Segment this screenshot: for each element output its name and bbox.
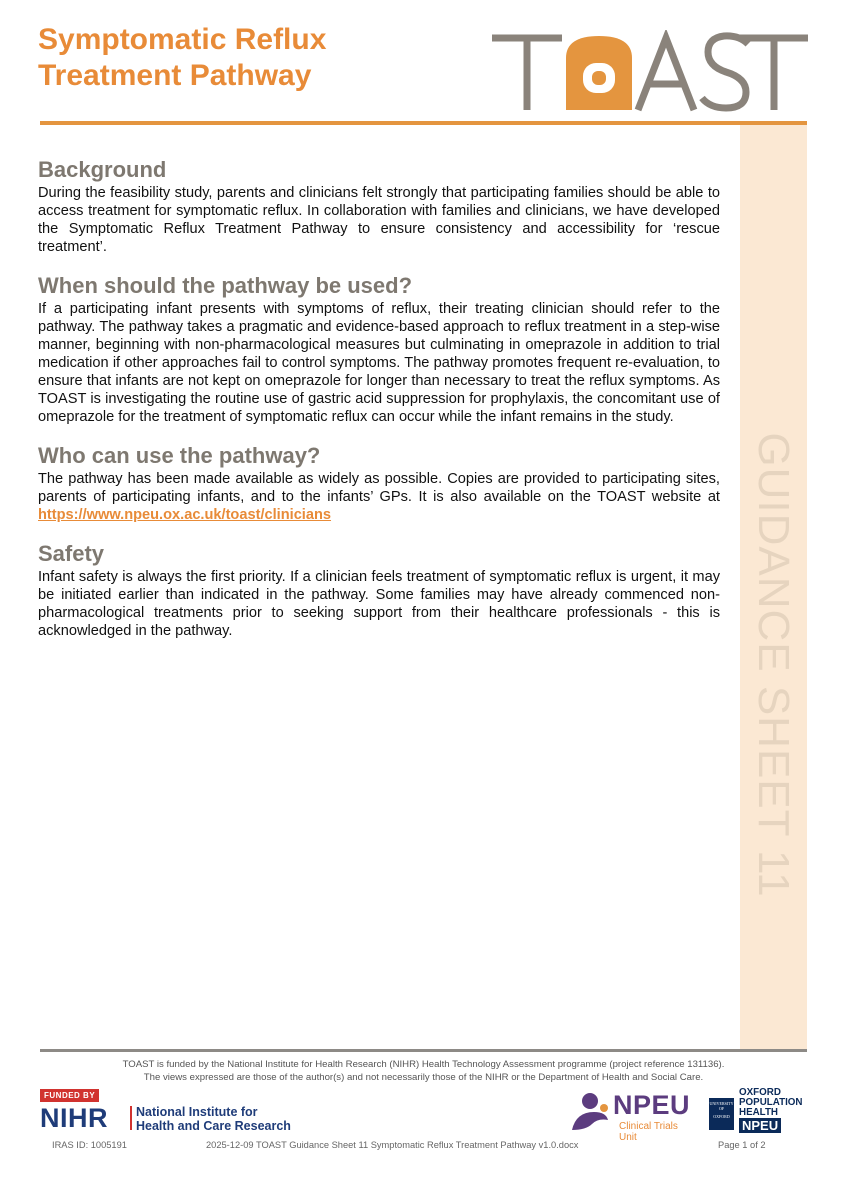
funding-line-1: TOAST is funded by the National Institute for Health Research (NIHR) Health Technology Assessment programme (project reference 131136). xyxy=(122,1059,725,1070)
npeu-figure-icon xyxy=(568,1090,612,1134)
who-body: The pathway has been made available as widely as possible. Copies are provided to participating sites, parents of participating infants, and to the infants’ GPs. It is also available on the TOAST website at xyxy=(38,471,720,505)
safety-body: Infant safety is always the first priority. If a clinician feels treatment of symptomatic reflux is urgent, it may be initiated earlier than indicated in the pathway. Some families may have already commenced non-pharmacological treatments prior to seeking support from their healthcare professionals - this is acknowledged in the pathway. xyxy=(38,569,720,639)
crest-line-1: UNIVERSITY OF xyxy=(709,1101,734,1111)
npeu-wordmark: NPEU xyxy=(613,1090,691,1120)
title-line-1: Symptomatic Reflux xyxy=(38,23,327,56)
title-line-2: Treatment Pathway xyxy=(38,59,312,92)
nihr-full-name xyxy=(136,1105,291,1133)
nihr-wordmark: NIHR xyxy=(40,1103,108,1133)
header-divider xyxy=(40,121,807,125)
who-paragraph xyxy=(38,470,720,524)
oxford-line-2: POPULATION xyxy=(739,1097,803,1108)
document-reference: 2025-12-09 TOAST Guidance Sheet 11 Symptomatic Reflux Treatment Pathway v1.0.docx xyxy=(206,1140,579,1150)
oxford-crest-icon xyxy=(709,1098,734,1130)
oxford-npeu-badge: NPEU xyxy=(739,1118,781,1133)
when-heading: When should the pathway be used? xyxy=(38,273,413,298)
toast-bread-icon xyxy=(566,36,632,110)
nihr-name-line-1: National Institute for xyxy=(136,1105,258,1119)
funding-line-2: The views expressed are those of the author(s) and not necessarily those of the NIHR or the Department of Health and Social Care. xyxy=(143,1072,704,1083)
oxford-text xyxy=(739,1088,803,1118)
funded-by-badge: FUNDED BY xyxy=(40,1089,99,1102)
guidance-sheet-label: GUIDANCE SHEET 11 xyxy=(749,432,798,898)
nihr-name-line-2: Health and Care Research xyxy=(136,1119,291,1133)
oxford-line-1: OXFORD xyxy=(739,1087,781,1098)
oxford-population-health-logo xyxy=(709,1088,809,1134)
crest-line-2: OXFORD xyxy=(713,1114,730,1119)
iras-id: IRAS ID: 1005191 xyxy=(52,1140,127,1150)
npeu-ctu-logo xyxy=(568,1090,698,1143)
background-heading: Background xyxy=(38,157,167,182)
funding-statement xyxy=(40,1058,807,1084)
nihr-logo xyxy=(40,1089,320,1135)
npeu-subtitle: Clinical Trials Unit xyxy=(619,1121,678,1143)
oxford-line-3: HEALTH xyxy=(739,1107,779,1118)
safety-heading: Safety xyxy=(38,541,105,566)
who-heading: Who can use the pathway? xyxy=(38,443,321,468)
footer-divider xyxy=(40,1049,807,1052)
page-number: Page 1 of 2 xyxy=(718,1140,766,1150)
nihr-divider xyxy=(130,1106,132,1130)
clinicians-link[interactable]: https://www.npeu.ox.ac.uk/toast/clinicians xyxy=(38,507,332,523)
background-body: During the feasibility study, parents and clinicians felt strongly that participating families should be able to access treatment for symptomatic reflux. In collaboration with families and clinicians, we have developed the Symptomatic Reflux Treatment Pathway to ensure consistency and accessibility for ‘rescue treatment’. xyxy=(38,185,720,255)
page-title xyxy=(38,22,326,94)
toast-logo xyxy=(490,30,810,112)
when-body: If a participating infant presents with symptoms of reflux, their treating clinician should refer to the pathway. The pathway takes a pragmatic and evidence-based approach to reflux treatment in a step-wise manner, beginning with non-pharmacological measures but culminating in omeprazole in addition to trial medication if other approaches fail to control symptoms. The pathway promotes frequent re-evaluation, to ensure that infants are not kept on omeprazole for longer than necessary to treat the reflux symptoms. As TOAST is investigating the routine use of gastric acid suppression for prophylaxis, the concomitant use of omeprazole for the treatment of symptomatic reflux can occur while the infant remains in the study. xyxy=(38,301,720,425)
main-content xyxy=(38,156,720,656)
